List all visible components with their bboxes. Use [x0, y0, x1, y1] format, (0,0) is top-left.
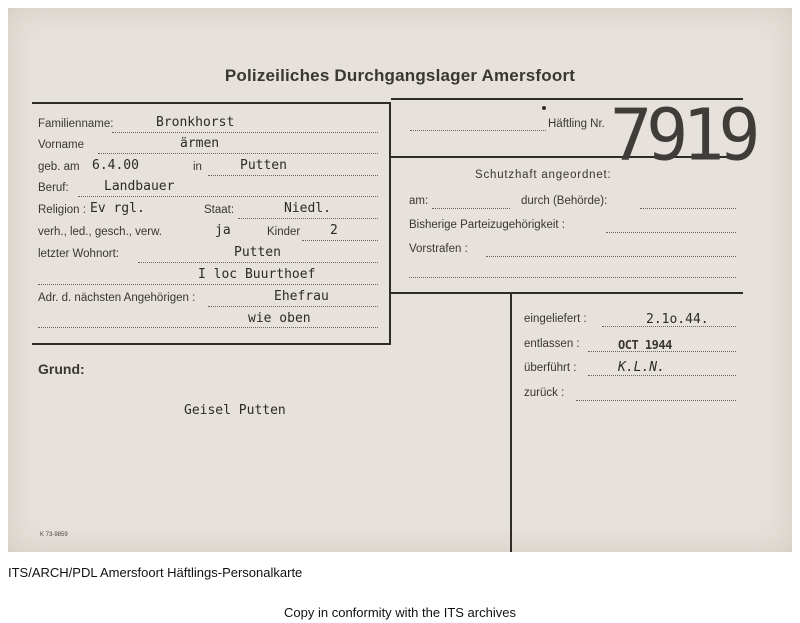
beruf-dots — [78, 196, 378, 197]
entlassen-label: entlassen : — [524, 338, 580, 350]
vorstrafen-dots-1 — [486, 256, 736, 257]
kinder-label: Kinder — [267, 226, 301, 238]
religion-value: Ev rgl. — [90, 201, 145, 216]
zurueck-label: zurück : — [524, 387, 565, 399]
beruf-label: Beruf: — [38, 182, 69, 194]
letzter-wohnort-label: letzter Wohnort: — [38, 248, 119, 260]
lower-right-top — [510, 292, 743, 294]
am-label: am: — [409, 195, 429, 207]
am-dots — [432, 208, 510, 209]
familienname-value: Bronkhorst — [156, 115, 235, 130]
ink-mark — [542, 106, 546, 110]
ueberfuehrt-value: K.L.N. — [618, 360, 665, 375]
familienname-label: Familienname: — [38, 118, 114, 130]
card-title: Polizeiliches Durchgangslager Amersfoort — [224, 66, 576, 85]
wohnort-dots-2 — [38, 284, 378, 285]
wohnort-value-2: I loc Buurthoef — [198, 267, 316, 282]
personal-card — [8, 8, 792, 552]
verh-label: verh., led., gesch., verw. — [38, 226, 163, 238]
zurueck-dots — [576, 400, 736, 401]
geb-datum-value: 6.4.00 — [92, 158, 139, 173]
haeftling-nr-value: 7919 — [610, 93, 755, 177]
religion-label: Religion : — [38, 204, 86, 216]
adr-dots-1 — [208, 306, 378, 307]
adr-angehoerige-label: Adr. d. nächsten Angehörigen : — [38, 292, 196, 304]
angehoerige-value-1: Ehefrau — [274, 289, 329, 304]
haeftling-dots — [410, 130, 546, 131]
source-caption: ITS/ARCH/PDL Amersfoort Häftlings-Personalkarte — [8, 565, 303, 580]
haeftling-nr-label: Häftling Nr. — [548, 118, 605, 130]
geb-ort-dots — [208, 175, 378, 176]
ueberfuehrt-label: überführt : — [524, 362, 577, 374]
wohnort-value-1: Putten — [234, 245, 281, 260]
staat-value: Niedl. — [284, 201, 331, 216]
durch-label: durch (Behörde): — [521, 195, 608, 207]
geb-am-label: geb. am — [38, 161, 80, 173]
angehoerige-value-2: wie oben — [248, 311, 311, 326]
staat-dots — [238, 218, 378, 219]
lower-right-vertical — [510, 294, 512, 552]
vorname-label: Vorname — [38, 139, 85, 151]
entlassen-stamp: OCT 1944 — [618, 338, 672, 352]
eingeliefert-label: eingeliefert : — [524, 313, 587, 325]
eingeliefert-value: 2.1o.44. — [646, 312, 709, 327]
familienname-dots — [112, 132, 378, 133]
geb-ort-value: Putten — [240, 158, 287, 173]
grund-label: Grund: — [38, 361, 85, 377]
verh-value: ja — [215, 223, 231, 238]
wohnort-dots-1 — [138, 262, 378, 263]
vorname-dots — [98, 153, 378, 154]
staat-label: Staat: — [204, 204, 235, 216]
form-code: K 73-9859 — [40, 532, 68, 538]
grund-value: Geisel Putten — [184, 403, 286, 418]
durch-dots — [640, 208, 736, 209]
beruf-value: Landbauer — [104, 179, 175, 194]
vorstrafen-dots-2 — [409, 277, 736, 278]
left-box-bottom-border — [32, 343, 391, 345]
left-box-right-border — [389, 102, 391, 345]
schutzhaft-label: Schutzhaft angeordnet: — [475, 169, 612, 181]
vorname-value: ärmen — [180, 136, 220, 151]
kinder-value: 2 — [330, 223, 338, 238]
conformity-caption: Copy in conformity with the ITS archives — [284, 605, 516, 620]
left-box-top-border — [32, 102, 390, 104]
kinder-dots — [302, 240, 378, 241]
ueberfuehrt-dots — [588, 375, 736, 376]
partei-dots — [606, 232, 736, 233]
adr-dots-2 — [38, 327, 378, 328]
in-label: in — [193, 161, 202, 173]
vorstrafen-label: Vorstrafen : — [409, 243, 468, 255]
partei-label: Bisherige Parteizugehörigkeit : — [409, 219, 565, 231]
